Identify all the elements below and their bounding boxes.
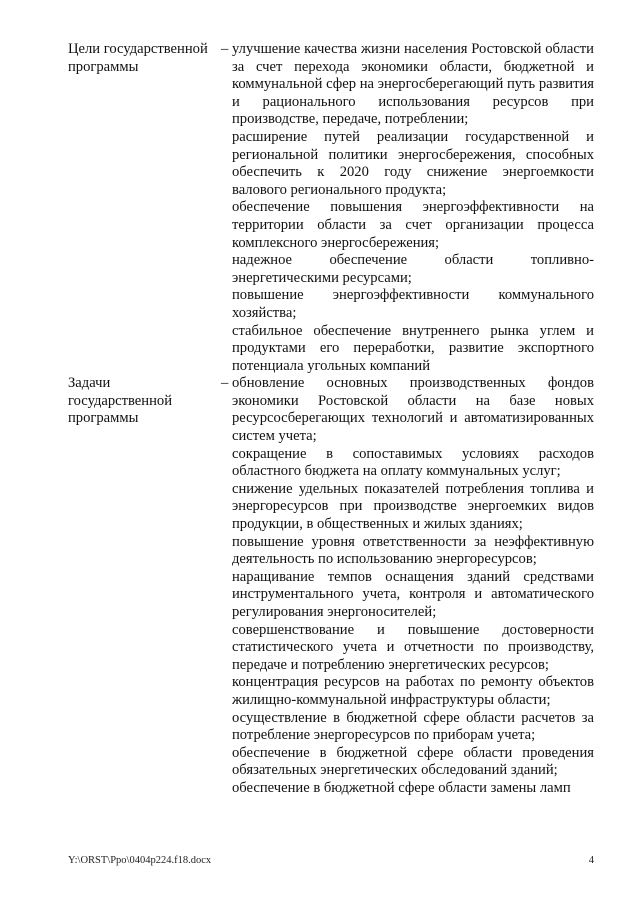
task-item: сокращение в сопоставимых условиях расходов областного бюджета на оплату коммунальных услуг; [232,445,594,480]
task-item: совершенствование и повышение достоверности статистического учета и отчетности по производству, передаче и потреблению энергетических ресурсов; [232,621,594,673]
tasks-content [232,375,594,797]
task-item: обеспечение в бюджетной сфере области замены ламп [232,779,571,796]
goal-item: расширение путей реализации государственной и региональной политики энергосбережения, способных обеспечить к 2020 году снижение энергоемкости валового регионального продукта; [232,128,594,198]
footer-page-number: 4 [588,855,594,866]
goal-item: улучшение качества жизни населения Ростовской области за счет перехода экономики области, бюджетной и коммунальной сфер на энергосберегающий путь развития и рационального использования ресурсов при производстве, передаче, потреблении; [232,41,594,128]
goal-item: повышение энергоэффективности коммунального хозяйства; [232,287,594,321]
task-item: повышение уровня ответственности за неэффективную деятельность по использованию энергоресурсов; [232,533,594,568]
goals-label: Цели государственной программы [68,41,208,75]
goals-dash: – [221,41,229,57]
tasks-row [68,375,594,797]
task-item: концентрация ресурсов на работах по ремонту объектов жилищно-коммунальной инфраструктуры области; [232,674,594,708]
tasks-label: Задачи государственной программы [68,375,173,427]
goal-item: надежное обеспечение области топливно-энергетическими ресурсами; [232,252,594,286]
goal-item: обеспечение повышения энергоэффективности на территории области за счет организации процесса комплексного энергосбережения; [232,199,594,251]
program-passport-table [68,41,594,798]
task-item: обеспечение в бюджетной сфере области проведения обязательных энергетических обследований зданий; [232,744,594,779]
task-item: наращивание темпов оснащения зданий средствами инструментального учета, контроля и автоматического регулирования энергоносителей; [232,568,594,620]
task-item: обновление основных производственных фондов экономики Ростовской области на базе новых ресурсосберегающих технологий и автоматизированных систем учета; [232,375,594,445]
footer-file-path: Y:\ORST\Ppo\0404p224.f18.docx [68,855,212,866]
task-item: осуществление в бюджетной сфере области расчетов за потребление энергоресурсов по приборам учета; [232,709,594,744]
goals-content [232,41,594,375]
tasks-dash: – [221,375,229,392]
goals-row [68,41,594,375]
task-item: снижение удельных показателей потребления топлива и энергоресурсов при производстве энергоемких видов продукции, в общественных и жилых зданиях; [232,480,594,533]
goal-item: стабильное обеспечение внутреннего рынка углем и продуктами его переработки, развитие экспортного потенциала угольных компаний [232,322,594,374]
